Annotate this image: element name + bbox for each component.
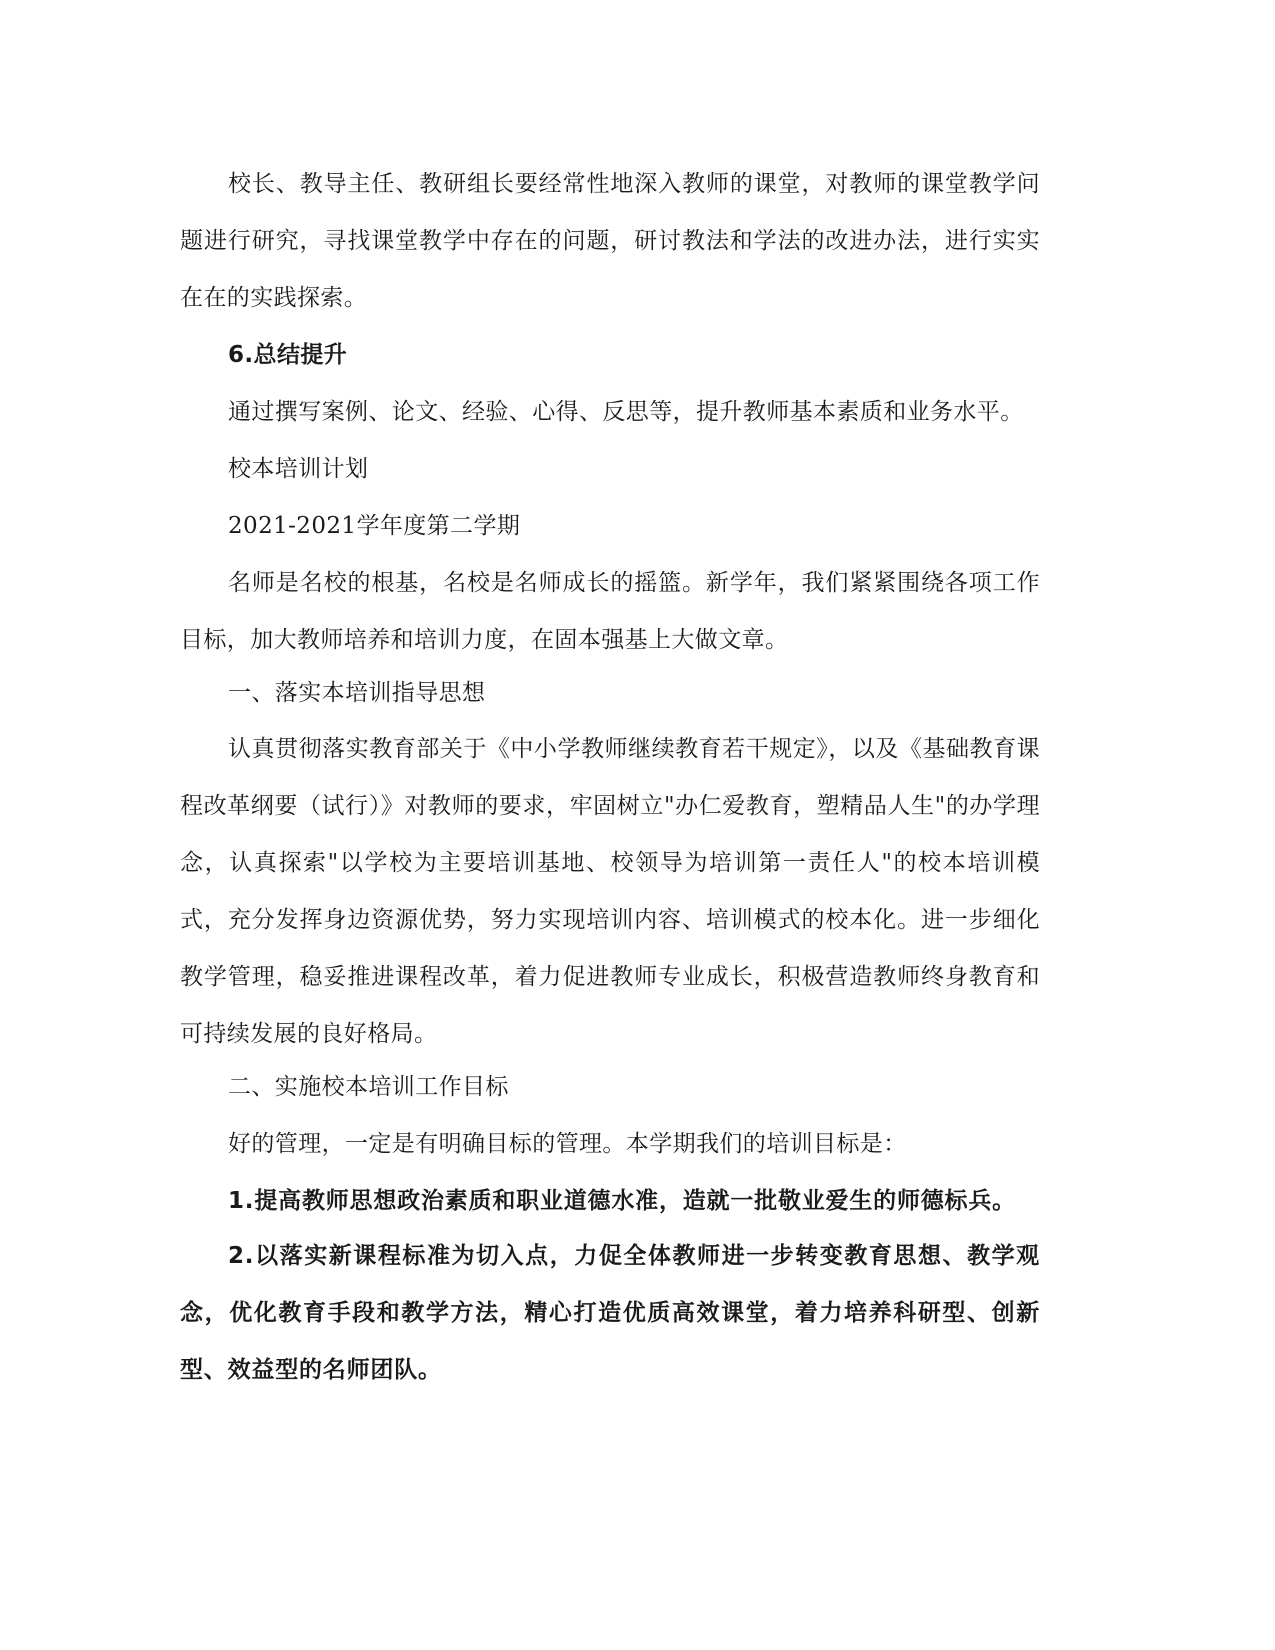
goal-item-2: 2.以落实新课程标准为切入点，力促全体教师进一步转变教育思想、教学观念，优化教育手段和教学方法，精心打造优质高效课堂，着力培养科研型、创新型、效益型的名师团队。 <box>180 1243 1040 1383</box>
paragraph-writing-cases: 通过撰写案例、论文、经验、心得、反思等，提升教师基本素质和业务水平。 <box>228 399 1024 425</box>
title-school-training-plan: 校本培训计划 <box>228 456 369 482</box>
paragraph-guiding-ideology: 认真贯彻落实教育部关于《中小学教师继续教育若干规定》，以及《基础教育课程改革纲要（试行）》对教师的要求，牢固树立"办仁爱教育，塑精品人生"的办学理念，认真探索"以学校为主要培训基地、校领导为培训第一责任人"的校本培训模式，充分发挥身边资源优势，努力实现培训内容、培训模式的校本化。进一步细化教学管理，稳妥推进课程改革，着力促进教师专业成长，积极营造教师终身教育和可持续发展的良好格局。 <box>180 736 1040 1047</box>
heading-training-goals: 二、实施校本培训工作目标 <box>228 1074 509 1100</box>
heading-guiding-ideology: 一、落实本培训指导思想 <box>228 680 486 706</box>
paragraph-classroom-research: 校长、教导主任、教研组长要经常性地深入教师的课堂，对教师的课堂教学问题进行研究，寻找课堂教学中存在的问题，研讨教法和学法的改进办法，进行实实在在的实践探索。 <box>180 171 1040 311</box>
paragraph-goals-intro: 好的管理，一定是有明确目标的管理。本学期我们的培训目标是： <box>228 1131 907 1157</box>
subtitle-semester: 2021-2021学年度第二学期 <box>228 513 521 539</box>
goal-item-1: 1.提高教师思想政治素质和职业道德水准，造就一批敬业爱生的师德标兵。 <box>228 1188 1016 1214</box>
paragraph-famous-teachers: 名师是名校的根基，名校是名师成长的摇篮。新学年，我们紧紧围绕各项工作目标，加大教师培养和培训力度，在固本强基上大做文章。 <box>180 570 1040 653</box>
heading-summary-improve: 6.总结提升 <box>228 342 348 368</box>
